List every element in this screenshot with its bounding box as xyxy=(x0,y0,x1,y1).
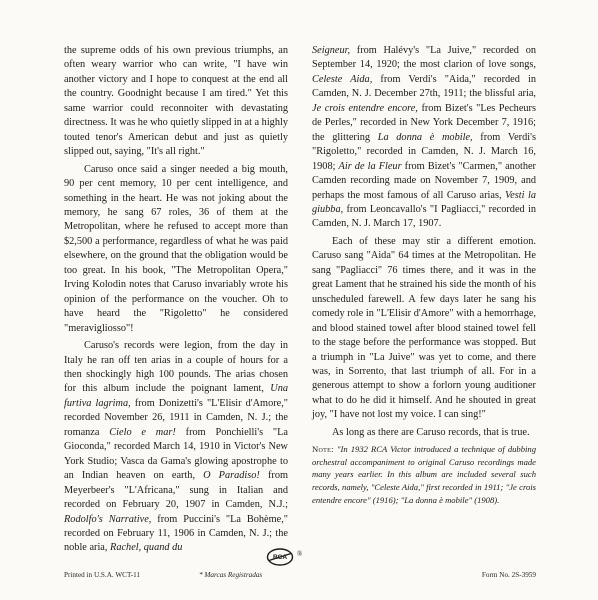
printed-in-label: Printed in U.S.A. WCT-11 xyxy=(64,571,141,579)
note-label: Note: xyxy=(312,444,334,455)
paragraph: Caruso once said a singer needed a big mouth, 90 per cent memory, 10 per cent intelligence, and something in the heart. He was not joking about the memory, he sang 67 roles, 36 of them at the Metropolitan, where he refused to accept more than $2,500 a performance, regardless of what he was paid elsewhere, on the ground that the obligation would be too great. In his book, "The Metropolitan Opera," Irving Kolodin notes that Caruso invariably wrote his opinion of the performance on the voucher. Oh to have heard the "Rigoletto" he considered "meravigliosso"! xyxy=(64,163,288,334)
text-run: from Verdi's "Rigoletto," recorded in Camden, N. J. March 16, 1908; xyxy=(312,131,536,172)
aria-title: Rodolfo's Narrative, xyxy=(64,513,152,525)
aria-title: Rachel, quand du xyxy=(110,542,183,554)
logo-text: RCA xyxy=(272,554,288,562)
note-body: "In 1932 RCA Victor introduced a technique of dubbing orchestral accompaniment to original Caruso recordings made many years earlier. In this album are included several such records, namely, "Celeste Aida," first recorded in 1911; "Je crois entendre encore" (1916); "La donna è mobile" (1908). xyxy=(312,444,536,505)
paragraph xyxy=(312,44,536,232)
text-run: from Donizetti's "L'Elisir d'Amore," recorded November 26, 1911 in Camden, N. J.; the romanza xyxy=(64,397,288,438)
text-run: from Verdi's "Aida," recorded in Camden, N. J. December 27th, 1911; the blissful aria, xyxy=(312,73,537,100)
aria-title: Una furtiva lagrima, xyxy=(64,383,288,409)
aria-title: Je crois entendre encore, xyxy=(312,102,418,114)
left-column xyxy=(64,44,288,556)
text-run: from Meyerbeer's "L'Africana," sung in Italian and recorded on February 20, 1907 in Camden, N.J.; xyxy=(64,470,288,511)
text-run: from Bizet's "Carmen," another Camden recording made on November 7, 1909, and perhaps the most famous of all Caruso arias, xyxy=(312,160,536,201)
footnote xyxy=(312,443,536,506)
text-run: from Leoncavallo's "I Pagliacci," recorded in Camden, N. J. March 17, 1907. xyxy=(312,203,536,230)
aria-title: O Paradiso! xyxy=(203,470,260,482)
text-run: from Bizet's "Les Pecheurs de Perles," recorded in New York December 7, 1916; the glittering xyxy=(312,102,536,143)
text-run: Caruso's records were legion, from the day in Italy he ran off ten arias in a couple of hours for a then shockingly high 100 pounds. The arias chosen for this album include the poignant lament, xyxy=(64,340,288,395)
rca-logo-icon xyxy=(266,548,294,566)
right-column xyxy=(312,44,536,506)
form-number-label: Form No. 2S-3959 xyxy=(481,571,536,579)
text-run: from Puccini's "La Bohème," recorded on February 11, 1906 in Camden, N. J.; the noble aria, xyxy=(64,513,288,554)
aria-title: La donna è mobile, xyxy=(377,131,473,143)
paragraph: the supreme odds of his own previous triumphs, an often weary warrior who can write, "I have win another victory and I hope to conquest at the end all the country. Goodnight because I am tired." Yet this same warrior could reconnoiter with devastating directness. It was he who quietly slipped in at a highly touted tenor's American debut and just as quietly slipped out, saying, "It's all right." xyxy=(64,45,288,158)
paragraph: As long as there are Caruso records, that is true. xyxy=(332,426,530,438)
aria-title: Air de la Fleur xyxy=(338,160,402,172)
aria-title: Celeste Aida, xyxy=(312,73,373,85)
text-run: from Ponchielli's "La Gioconda," recorded March 14, 1910 in Victor's New York Studio; Vasca da Gama's glowing apostrophe to an Indian heaven on earth, xyxy=(64,426,288,482)
aria-title: Cielo e mar! xyxy=(109,426,176,438)
text-run: from Halévy's "La Juive," recorded on September 14, 1920; the most clarion of love songs, xyxy=(312,45,536,71)
aria-title: Vesti la giubba, xyxy=(312,189,536,215)
registered-mark: ® xyxy=(297,550,303,558)
paragraph xyxy=(64,339,288,556)
aria-title: Seigneur, xyxy=(312,45,351,56)
footer xyxy=(64,568,536,582)
trademark-label: * Marcas Registradas xyxy=(199,571,263,579)
paragraph: Each of these may stir a different emotion. Caruso sang "Aida" 64 times at the Metropolitan. He sang "Pagliacci" 76 times there, and it was in the great Lament that he strained his side the month of his unscheduled farewell. A few days later he sang his comedy role in "L'Elisir d'Amore" with a hemorrhage, and blood stained towel after blood stained towel fell to the stage before the performance was stopped. But a triumph in "La Juive" was yet to come, and there was, in Sorrento, that last triumph of all. For in a generous attempt to show a forlorn young auditioner what to do he did it himself. And he shouted in great joy, "I have not lost my voice. I can sing!" xyxy=(312,235,536,421)
